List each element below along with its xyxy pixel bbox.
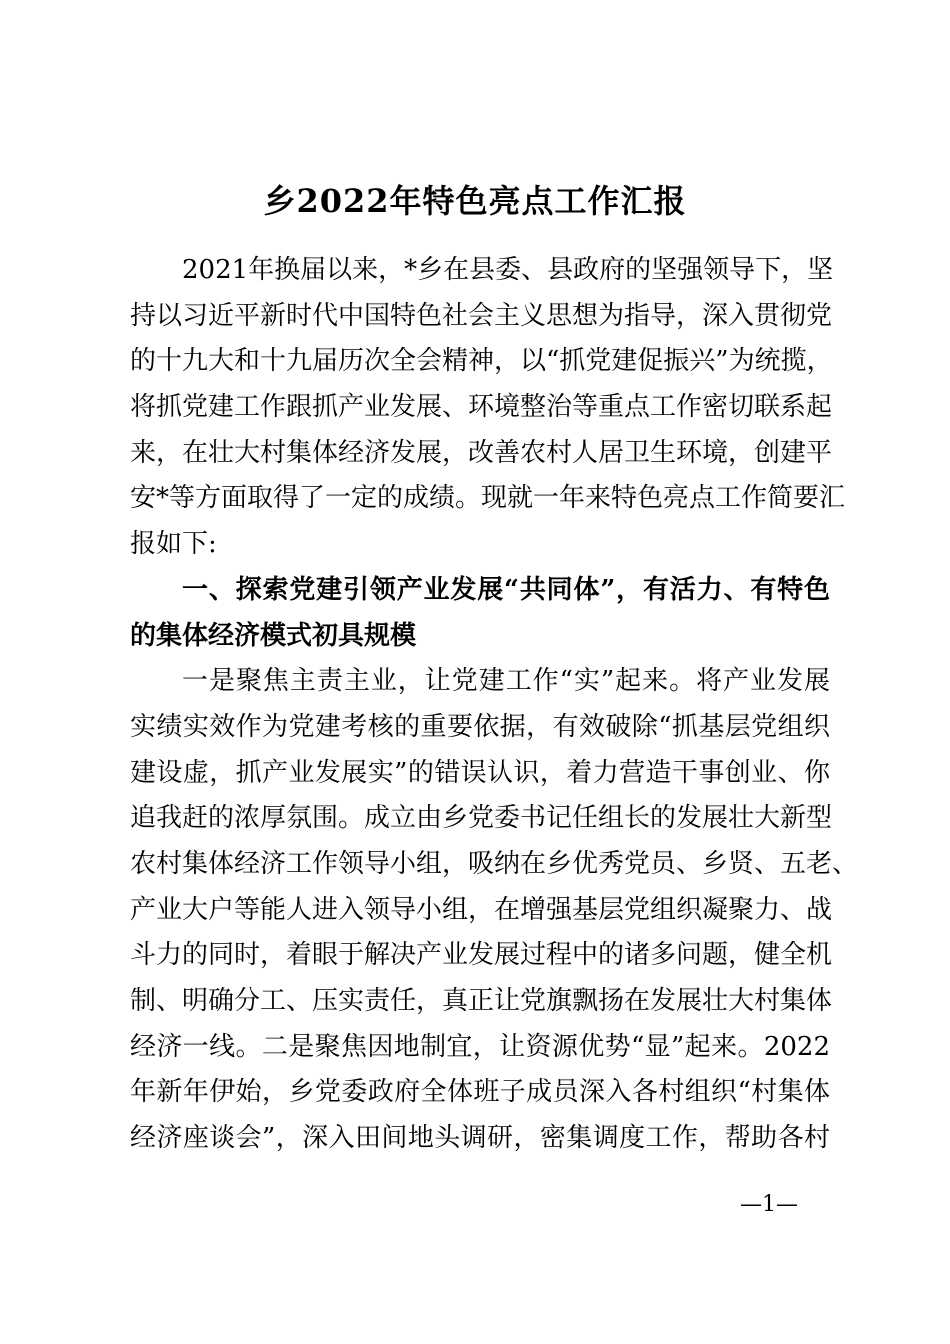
text-line: 经济一线。二是聚焦因地制宜，让资源优势“显”起来。2022 xyxy=(130,1031,830,1062)
text-line: 实绩实效作为党建考核的重要依据，有效破除“抓基层党组织 xyxy=(130,711,830,742)
text-line: 一是聚焦主责主业，让党建工作“实”起来。将产业发展 xyxy=(182,666,830,697)
text-line: 报如下: xyxy=(130,529,217,560)
section-1-paragraph xyxy=(130,659,859,1162)
text-line: 将抓党建工作跟抓产业发展、环境整治等重点工作密切联系起 xyxy=(130,392,833,423)
text-line: 斗力的同时，着眼于解决产业发展过程中的诸多问题，健全机 xyxy=(130,940,833,971)
text-line: 持以习近平新时代中国特色社会主义思想为指导，深入贯彻党 xyxy=(130,300,833,331)
text-line: 的十九大和十九届历次全会精神，以“抓党建促振兴”为统揽， xyxy=(130,346,833,377)
text-line: 制、明确分工、压实责任，真正让党旗飘扬在发展壮大村集体 xyxy=(130,986,833,1016)
document-title: 乡2022年特色亮点工作汇报 xyxy=(263,182,687,220)
text-line: 建设虚，抓产业发展实”的错误认识，着力营造干事创业、你 xyxy=(130,757,830,788)
page-number: —1— xyxy=(740,1192,798,1217)
intro-paragraph xyxy=(130,248,846,568)
text-line: 追我赶的浓厚氛围。成立由乡党委书记任组长的发展壮大新型 xyxy=(130,803,833,834)
section-heading-1 xyxy=(130,568,830,659)
heading-line: 的集体经济模式初具规模 xyxy=(130,620,417,651)
text-line: 安*等方面取得了一定的成绩。现就一年来特色亮点工作简要汇 xyxy=(130,483,846,514)
text-line: 年新年伊始，乡党委政府全体班子成员深入各村组织“村集体 xyxy=(130,1077,830,1108)
text-line: 来，在壮大村集体经济发展，改善农村人居卫生环境，创建平 xyxy=(130,437,833,468)
document-body xyxy=(130,248,859,1162)
text-line: 产业大户等能人进入领导小组，在增强基层党组织凝聚力、战 xyxy=(130,894,833,925)
heading-line: 一、探索党建引领产业发展“共同体”，有活力、有特色 xyxy=(182,574,830,605)
text-line: 农村集体经济工作领导小组，吸纳在乡优秀党员、乡贤、五老、 xyxy=(130,848,859,879)
text-line: 2021年换届以来，*乡在县委、县政府的坚强领导下，坚 xyxy=(182,255,834,285)
text-line: 经济座谈会”，深入田间地头调研，密集调度工作，帮助各村 xyxy=(130,1123,830,1154)
